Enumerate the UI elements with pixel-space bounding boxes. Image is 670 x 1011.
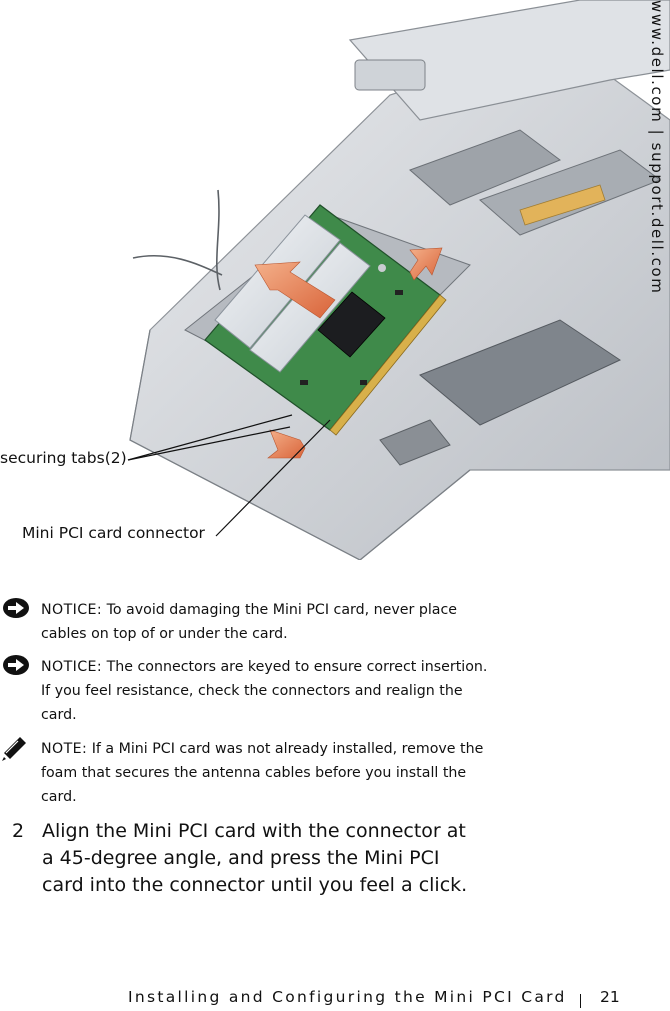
pencil-note-icon — [0, 737, 30, 761]
footer-separator — [580, 994, 581, 1008]
notice-2 — [41, 655, 491, 727]
notice-1-text: To avoid damaging the Mini PCI card, never place cables on top of or under the card. — [41, 602, 457, 642]
callout-mini-pci-connector: Mini PCI card connector — [22, 524, 205, 542]
step-number: 2 — [12, 820, 25, 842]
note-3-text: If a Mini PCI card was not already installed, remove the foam that secures the antenna cables before you install the card. — [41, 741, 484, 805]
notice-2-lead: NOTICE: — [41, 659, 103, 675]
side-url: www.dell.com | support.dell.com — [648, 0, 666, 295]
notice-icon — [0, 596, 32, 620]
note-3 — [41, 737, 491, 809]
footer-section-title: Installing and Configuring the Mini PCI Card — [128, 988, 567, 1006]
note-3-lead: NOTE: — [41, 741, 88, 757]
notice-1-lead: NOTICE: — [41, 602, 103, 618]
callout-securing-tabs: securing tabs(2) — [0, 449, 127, 467]
notice-2-text: The connectors are keyed to ensure correct insertion. If you feel resistance, check the connectors and realign the card. — [41, 659, 488, 723]
step-text: Align the Mini PCI card with the connector at a 45-degree angle, and press the Mini PCI card into the connector until you feel a click. — [42, 820, 468, 896]
notice-1 — [41, 598, 491, 646]
page-number: 21 — [600, 988, 620, 1006]
notice-icon — [0, 653, 32, 677]
